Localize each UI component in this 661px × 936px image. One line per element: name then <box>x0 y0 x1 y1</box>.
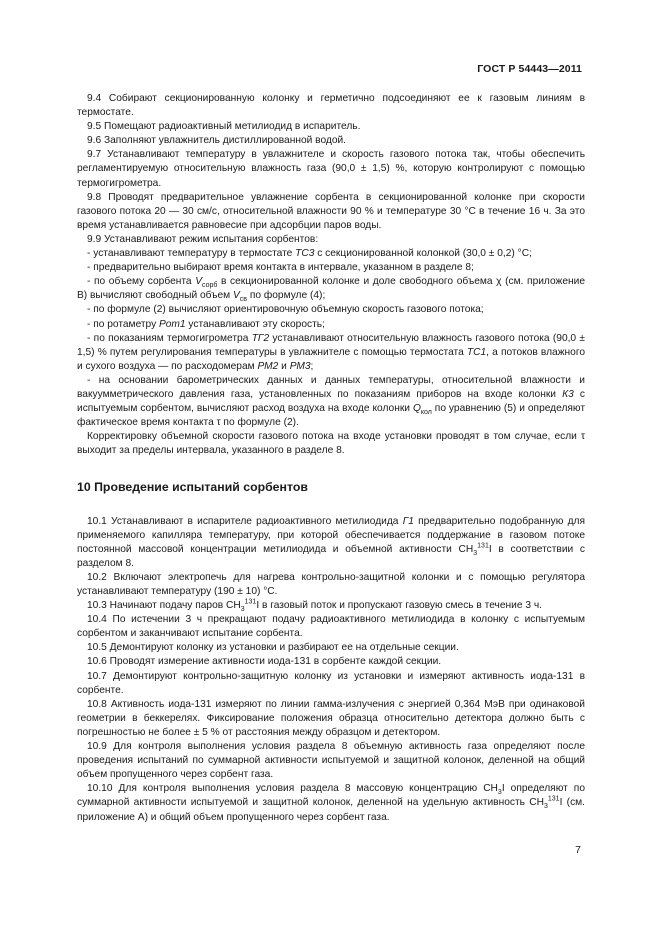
paragraph-9-7: 9.7 Устанавливают температуру в увлажнителе и скорость газового потока так, чтобы обеспечить регламентируемую относительную влажность газа (90,0 ± 1,5) %, которую контролируют с помощью термогигрометра. <box>77 149 585 189</box>
paragraph-10-5: 10.5 Демонтируют колонку из установки и разбирают ее на отдельные секции. <box>87 642 459 654</box>
paragraph-10-1: 10.1 Устанавливают в испарителе радиоактивного метилиодида Г1 предварительно подобранную для применяемого капилляра температуру, при которой обеспечивается поддержание в газовом потоке постоянной массовой концентрации метилиодида и объемной активности $CH_3^{131}I$ в соответствии с разделом 8. <box>77 515 585 569</box>
paragraph-9-8: 9.8 Проводят предварительное увлажнение сорбента в секционированной колонке при скорости газового потока 20 — 30 см/с, относительной влажности 90 % и температуре 30 °C в течение 16 ч. За это время устанавливается равновесие при адсорбции паров воды. <box>77 191 585 231</box>
paragraph-9-9: 9.9 Устанавливают режим испытания сорбентов: <box>87 233 319 245</box>
page-body <box>77 92 585 825</box>
document-id-header: ГОСТ Р 54443—2011 <box>477 63 582 75</box>
paragraph-10-10: 10.10 Для контроля выполнения условия раздела 8 массовую концентрацию $CH_3I$ определяют по суммарной активности испытуемой и защитной колонок, деленной на удельную активность $CH_3^{131}I$ (см. приложение А) и общий объем пропущенного через сорбент газа. <box>77 783 585 823</box>
paragraph-9-6: 9.6 Заполняют увлажнитель дистиллированной водой. <box>87 135 347 147</box>
paragraph-correction: Корректировку объемной скорости газового потока на входе установки проводят в том случае, если τ выходит за пределы интервала, указанного в разделе 8. <box>77 431 585 457</box>
paragraph-10-4: 10.4 По истечении 3 ч прекращают подачу радиоактивного метилиодида в колонку с испытуемым сорбентом и заканчивают испытание сорбента. <box>77 614 585 640</box>
page-number: 7 <box>575 844 581 856</box>
list-item-rotameter: - по ротаметру Рот1 устанавливают эту скорость; <box>87 318 325 330</box>
list-item-air-flow: - на основании барометрических данных и данных температуры, относительной влажности и вакуумметрического давления газа, установленных по показаниям приборов на входе колонки К3 с испытуемым сорбентом, вычисляют расход воздуха на входе колонки $Q_{кол}$ по уравнению (5) и определяют фактическое время контакта τ по формуле (2). <box>77 374 585 429</box>
paragraph-9-4: 9.4 Собирают секционированную колонку и герметично подсоединяют ее к газовым линиям в термостате. <box>77 93 585 119</box>
list-item-thermostat: - устанавливают температуру в термостате ТС3 с секционированной колонкой (30,0 ± 0,2) °С; <box>87 248 532 260</box>
paragraph-10-9: 10.9 Для контроля выполнения условия раздела 8 объемную активность газа определяют после проведения испытаний по суммарной активности испытуемой и защитной колонок, деленной на общий объем пропущенного через сорбент газа. <box>77 741 585 781</box>
list-item-flow-rate: - по формуле (2) вычисляют ориентировочную объемную скорость газового потока; <box>87 304 484 316</box>
paragraph-10-7: 10.7 Демонтируют контрольно-защитную колонку из установки и измеряют активность иода-131 в сорбенте. <box>77 670 585 696</box>
paragraph-10-3: 10.3 Начинают подачу паров $CH_3^{131}I$ в газовый поток и пропускают газовую смесь в течение 3 ч. <box>87 598 542 614</box>
paragraph-10-2: 10.2 Включают электропечь для нагрева контрольно-защитной колонки и с помощью регулятора устанавливают температуру (190 ± 10) °С. <box>77 571 585 597</box>
list-item-free-volume: - по объему сорбента $V_{сорб}$ в секционированной колонке и доле свободного объема χ (см. приложение В) вычисляют свободный объем $V_{св}$ по формуле (4); <box>77 276 586 304</box>
list-item-humidity: - по показаниям термогигрометра ТГ2 устанавливают относительную влажность газового потока (90,0 ± 1,5) % путем регулирования температуры в увлажнителе с помощью термостата ТС1, а потоков влажного и сухого воздуха — по расходомерам РМ2 и РМ3; <box>77 332 585 372</box>
list-item-contact-time: - предварительно выбирают время контакта в интервале, указанном в разделе 8; <box>87 262 474 274</box>
paragraph-10-6: 10.6 Проводят измерение активности иода-131 в сорбенте каждой секции. <box>87 656 442 668</box>
paragraph-9-5: 9.5 Помещают радиоактивный метилиодид в испаритель. <box>87 121 361 133</box>
section-10-title: 10 Проведение испытаний сорбентов <box>77 480 308 495</box>
paragraph-10-8: 10.8 Активность иода-131 измеряют по линии гамма-излучения с энергией 0,364 МэВ при одинаковой геометрии в беккерелях. Фиксирование положения образца относительно детектора должно быть с погрешностью не более ± 5 % от расстояния между образцом и детектором. <box>77 698 585 738</box>
